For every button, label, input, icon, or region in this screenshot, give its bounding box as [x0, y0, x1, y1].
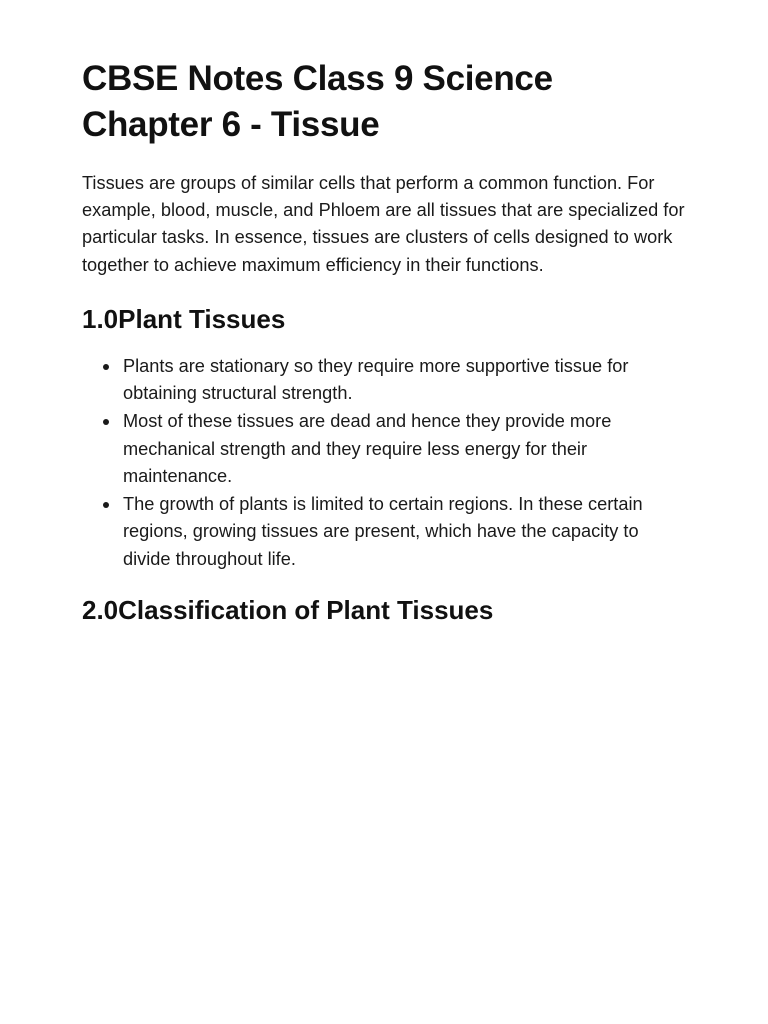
list-item-text: Most of these tissues are dead and hence they provide more mechanical strength and they require less energy for their maintenance. [123, 411, 612, 487]
section-number: 1.0 [82, 303, 119, 334]
bullet-icon [103, 364, 109, 370]
list-item [82, 353, 686, 408]
list-item-text: The growth of plants is limited to certain regions. In these certain regions, growing tissues are present, which have the capacity to divide throughout life. [123, 493, 643, 569]
bullet-icon [103, 502, 109, 508]
intro-paragraph: Tissues are groups of similar cells that perform a common function. For example, blood, muscle, and Phloem are all tissues that are specialized for particular tasks. In essence, tissues are clusters of cells designed to work together to achieve maximum efficiency in their functions. [82, 173, 685, 275]
list-item [82, 491, 686, 574]
bullet-icon [103, 419, 109, 425]
plant-tissues-bullet-list [82, 353, 686, 574]
section-heading-classification [82, 590, 686, 630]
list-item [82, 408, 686, 491]
page-title: CBSE Notes Class 9 Science Chapter 6 - Tissue [82, 59, 553, 144]
list-item-text: Plants are stationary so they require more supportive tissue for obtaining structural strength. [123, 355, 629, 404]
section-heading-text: Classification of Plant Tissues [118, 594, 494, 625]
section-heading-text: Plant Tissues [118, 303, 286, 334]
section-number: 2.0 [82, 594, 119, 625]
section-heading-plant-tissues [82, 299, 686, 339]
